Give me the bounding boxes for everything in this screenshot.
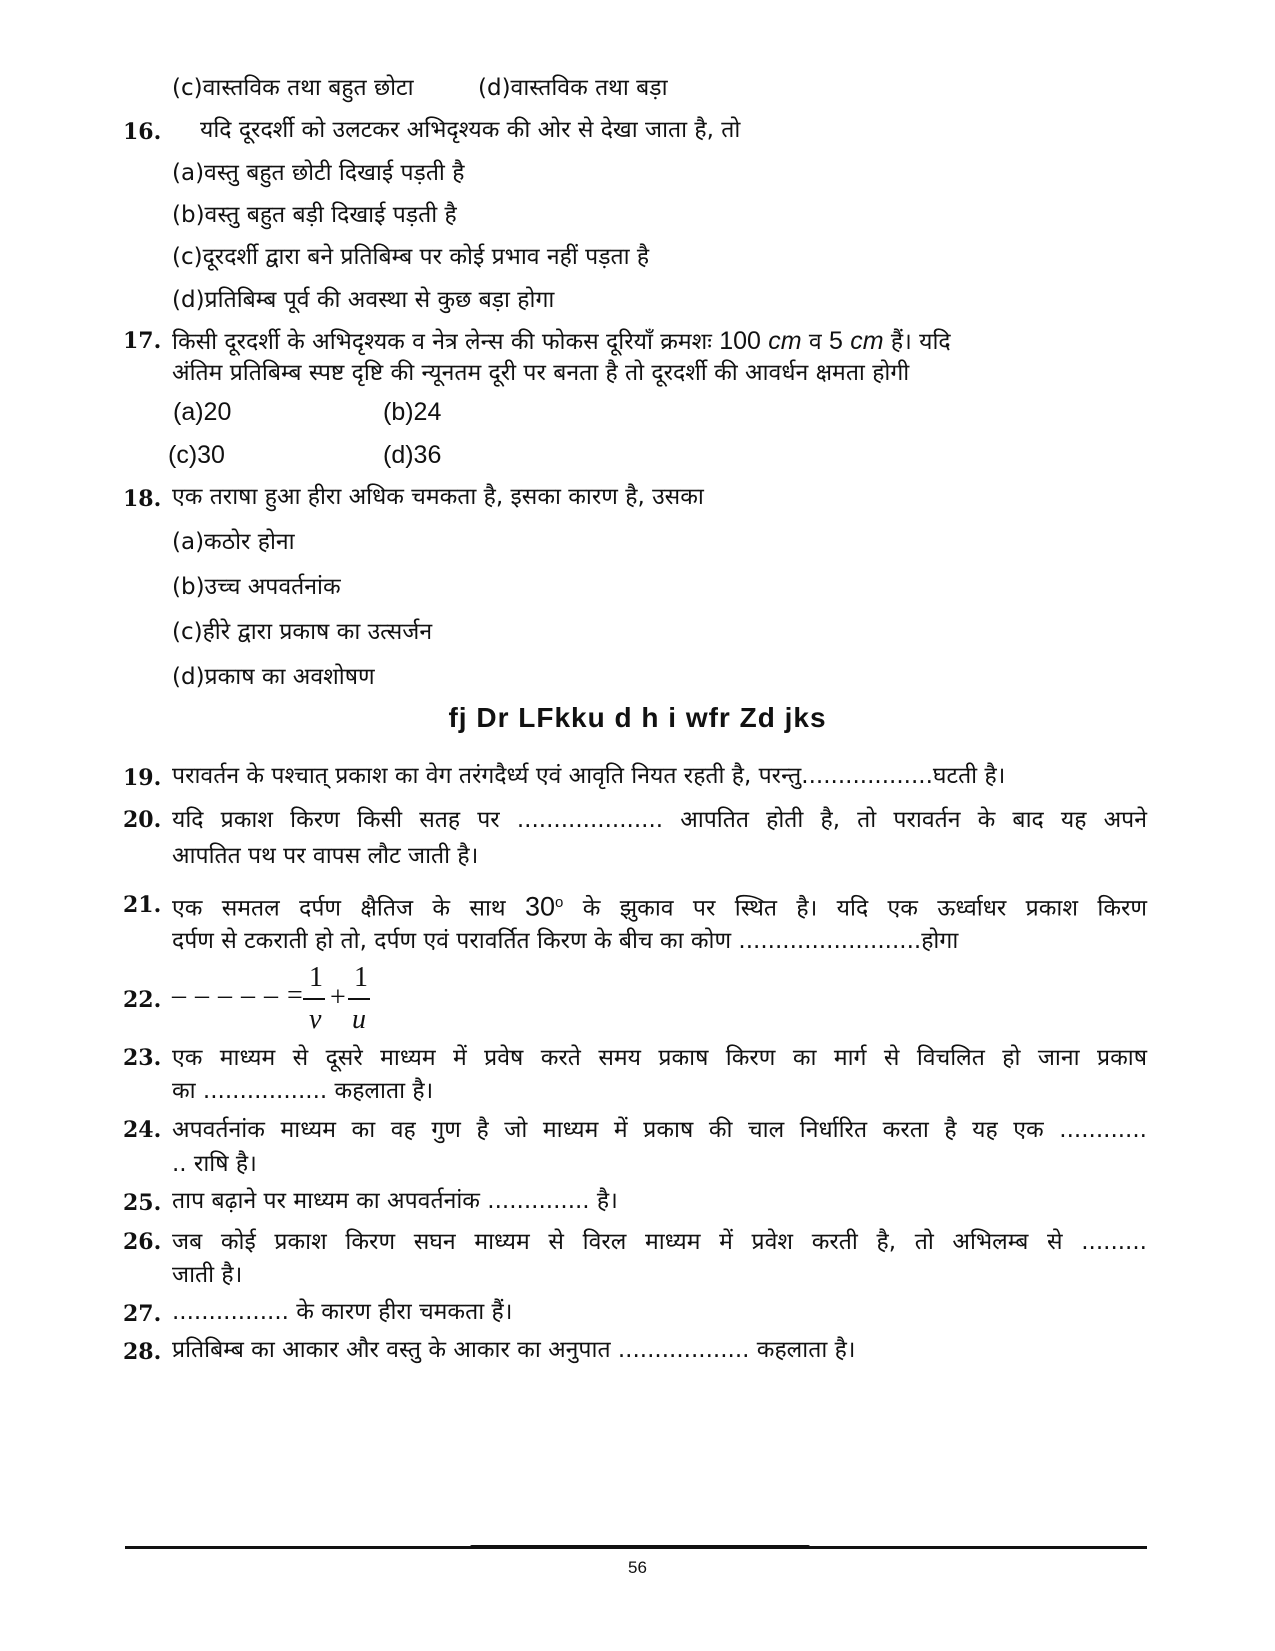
q21-line1: एक समतल दर्पण क्षैतिज के साथ 30$^o$ के झुकाव पर स्थित है। यदि एक ऊर्ध्वाधर प्रकाश किरण xyxy=(172,891,1148,922)
q23-line1: एक माध्यम से दूसरे माध्यम में प्रवेष करते समय प्रकाष किरण का मार्ग से विचलित हो जाना प्रकाष xyxy=(172,1045,1147,1071)
q23-line2: का ................. कहलाता है। xyxy=(172,1078,434,1104)
q20-number: 20. xyxy=(123,807,162,833)
q17-option-d: (d)36 xyxy=(383,441,442,469)
q18-option-c: (c)हीरे द्वारा प्रकाष का उत्सर्जन xyxy=(172,619,433,645)
q22-numerator-2: 1 xyxy=(354,962,368,993)
q26-line2: जाती है। xyxy=(172,1262,243,1288)
q17-line1: किसी दूरदर्शी के अभिदृश्यक व नेत्र लेन्स की फोकस दूरियाँ क्रमशः 100 cm व 5 cm हैं। यदि xyxy=(172,327,951,355)
q22-fraction-bar-1 xyxy=(303,998,325,1000)
q28-number: 28. xyxy=(123,1339,162,1365)
q22-blank: – – – – – = xyxy=(172,980,304,1011)
q26-number: 26. xyxy=(123,1229,162,1255)
q19-text: परावर्तन के पश्चात् प्रकाश का वेग तरंगदैर्ध्य एवं आवृति नियत रहती है, परन्तु..................घटती है। xyxy=(172,763,1006,789)
q20-line2: आपतित पथ पर वापस लौट जाती है। xyxy=(172,843,479,869)
q18-text: एक तराषा हुआ हीरा अधिक चमकता है, इसका कारण है, उसका xyxy=(172,484,704,510)
q16-option-b: (b)वस्तु बहुत बड़ी दिखाई पड़ती है xyxy=(172,202,457,228)
q23-number: 23. xyxy=(123,1045,162,1071)
q20-line1: यदि प्रकाश किरण किसी सतह पर .................... आपतित होती है, तो परावर्तन के बाद यह अपने xyxy=(172,807,1147,833)
q25-text: ताप बढ़ाने पर माध्यम का अपवर्तनांक .............. है। xyxy=(172,1188,618,1214)
q15-option-d: (d)वास्तविक तथा बड़ा xyxy=(478,75,668,101)
q28-text: प्रतिबिम्ब का आकार और वस्तु के आकार का अनुपात .................. कहलाता है। xyxy=(172,1337,856,1363)
footer-rule-accent xyxy=(470,1545,810,1549)
q17-option-b: (b)24 xyxy=(383,398,442,426)
q22-plus: + xyxy=(330,982,346,1013)
q24-line2: .. राषि है। xyxy=(172,1151,257,1177)
q22-denominator-2: u xyxy=(352,1004,366,1035)
q27-text: ................ के कारण हीरा चमकता हैं। xyxy=(172,1299,513,1325)
q17-option-a: (a)20 xyxy=(173,398,232,426)
q22-denominator-1: v xyxy=(309,1004,322,1035)
q24-line1: अपवर्तनांक माध्यम का वह गुण है जो माध्यम में प्रकाष की चाल निर्धारित करता है यह एक ............ xyxy=(172,1117,1147,1143)
q16-option-c: (c)दूरदर्शी द्वारा बने प्रतिबिम्ब पर कोई प्रभाव नहीं पड़ता है xyxy=(172,244,650,270)
q22-fraction-bar-2 xyxy=(348,998,370,1000)
q16-option-d: (d)प्रतिबिम्ब पूर्व की अवस्था से कुछ बड़ा होगा xyxy=(172,287,555,313)
q17-line2: अंतिम प्रतिबिम्ब स्पष्ट दृष्टि की न्यूनतम दूरी पर बनता है तो दूरदर्शी की आवर्धन क्षमता होगी xyxy=(172,360,910,386)
q17-number: 17. xyxy=(123,328,162,354)
q19-number: 19. xyxy=(123,765,162,791)
q15-option-c: (c)वास्तविक तथा बहुत छोटा xyxy=(172,75,414,101)
section-heading: fj Dr LFkku d h i wfr Zd jks xyxy=(448,702,827,733)
q24-number: 24. xyxy=(123,1117,162,1143)
q17-option-c: (c)30 xyxy=(168,441,225,469)
q22-numerator-1: 1 xyxy=(309,962,323,993)
q21-number: 21. xyxy=(123,892,162,918)
q16-number: 16. xyxy=(123,119,162,145)
q26-line1: जब कोई प्रकाश किरण सघन माध्यम से विरल माध्यम में प्रवेश करती है, तो अभिलम्ब से ......... xyxy=(172,1229,1147,1255)
q25-number: 25. xyxy=(123,1190,162,1216)
q18-option-a: (a)कठोर होना xyxy=(172,529,295,555)
q27-number: 27. xyxy=(123,1301,162,1327)
q22-number: 22. xyxy=(123,987,162,1013)
q16-option-a: (a)वस्तु बहुत छोटी दिखाई पड़ती है xyxy=(172,160,465,186)
q21-line2: दर्पण से टकराती हो तो, दर्पण एवं परावर्तित किरण के बीच का कोण .........................होगा xyxy=(172,928,959,954)
q18-number: 18. xyxy=(123,486,162,512)
q18-option-d: (d)प्रकाष का अवशोषण xyxy=(172,664,375,690)
page-number: 56 xyxy=(628,1558,647,1577)
q16-text: यदि दूरदर्शी को उलटकर अभिदृश्यक की ओर से देखा जाता है, तो xyxy=(200,117,741,143)
q18-option-b: (b)उच्च अपवर्तनांक xyxy=(172,574,341,600)
